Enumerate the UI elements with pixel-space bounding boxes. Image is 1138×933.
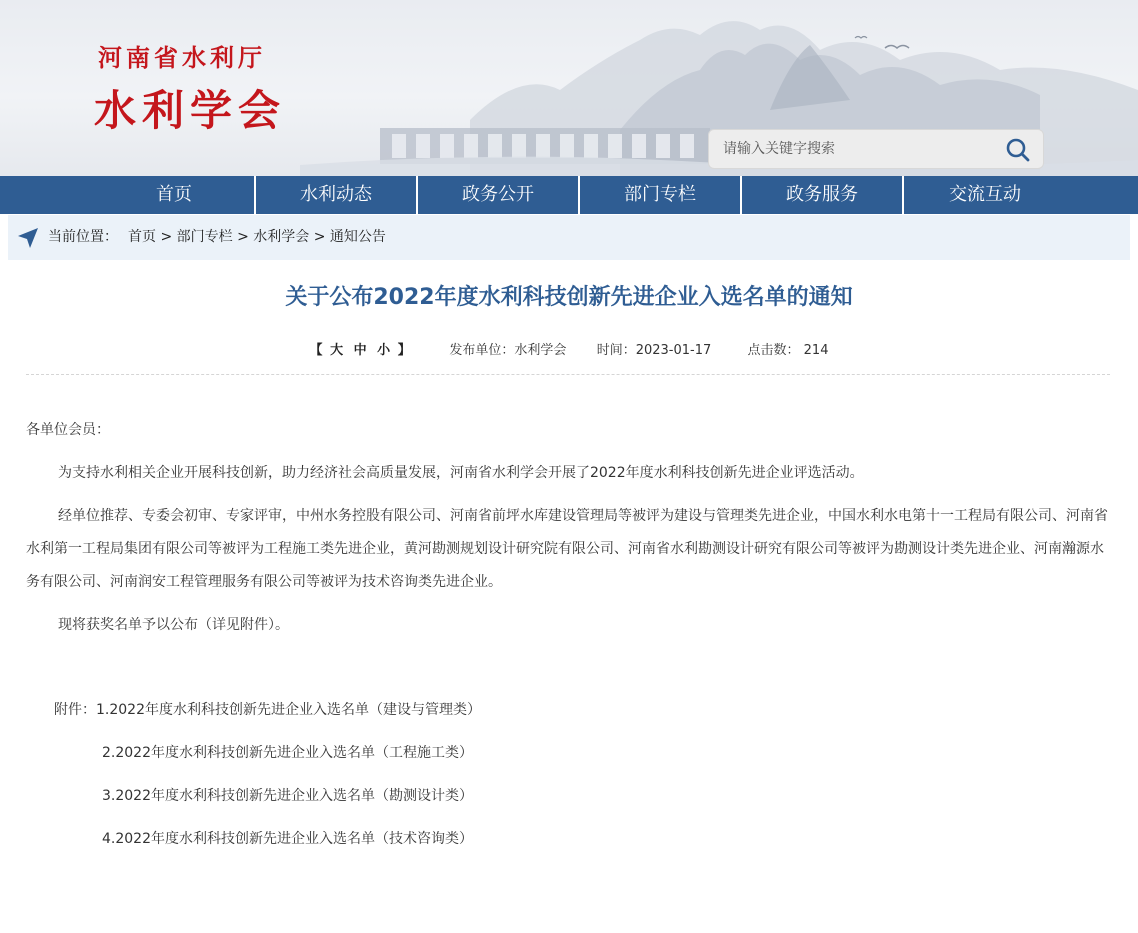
nav-item-water-news[interactable]: 水利动态 [256,176,418,214]
font-size-large-button[interactable]: 大 [330,343,344,358]
breadcrumb-society[interactable]: 水利学会 [253,229,310,245]
article-meta [0,339,1138,358]
breadcrumb-home[interactable]: 首页 [128,229,156,245]
nav-item-gov-services[interactable]: 政务服务 [742,176,904,214]
font-size-switcher [310,343,416,358]
site-header [0,0,1138,176]
breadcrumb-separator: > [232,229,254,245]
font-size-bracket-close: 】 [397,343,411,358]
meta-divider [26,374,1110,375]
attachments [26,695,1112,867]
article-clicks: 点击数： 214 [747,343,829,358]
attachment-link-3[interactable]: 3.2022年度水利科技创新先进企业入选名单（勘测设计类） [102,788,473,804]
nav-item-interaction[interactable]: 交流互动 [949,184,1021,205]
font-size-bracket-open: 【 [309,343,323,358]
location-arrow-icon [16,226,40,250]
breadcrumb-separator: > [156,229,177,245]
attachment-link-1[interactable]: 1.2022年度水利科技创新先进企业入选名单（建设与管理类） [96,702,481,718]
breadcrumb-notices[interactable]: 通知公告 [329,229,386,245]
article-paragraph-1: 为支持水利相关企业开展科技创新，助力经济社会高质量发展，河南省水利学会开展了2022年度水利科技创新先进企业评选活动。 [58,465,864,481]
article-title: 关于公布2022年度水利科技创新先进企业入选名单的通知 [285,285,853,310]
article-paragraph-2: 经单位推荐、专委会初审、专家评审，中州水务控股有限公司、河南省前坪水库建设管理局等被评为建设与管理类先进企业，中国水利水电第十一工程局有限公司、河南省水利第一工程局集团有限公司等被评为工程施工类先进企业，黄河勘测规划设计研究院有限公司、河南省水利勘测设计研究有限公司等被评为勘测设计类先进企业、河南瀚源水务有限公司、河南润安工程管理服务有限公司等被评为技术咨询类先进企业。 [26,508,1108,590]
article-greeting: 各单位会员： [26,422,110,438]
org-name: 河南省水利厅 [98,43,266,72]
nav-item-gov-affairs[interactable]: 政务公开 [418,176,580,214]
search-icon[interactable] [1005,137,1031,163]
font-size-small-button[interactable]: 小 [377,343,391,358]
breadcrumb [8,215,1130,260]
article-body [26,414,1112,652]
search-box [708,129,1044,169]
attachment-link-2[interactable]: 2.2022年度水利科技创新先进企业入选名单（工程施工类） [102,745,473,761]
nav-item-home[interactable]: 首页 [94,176,256,214]
article-time: 时间：2023-01-17 [596,343,712,358]
attachments-label: 附件： [54,702,96,718]
article-publisher: 发布单位：水利学会 [449,343,567,358]
main-nav [0,176,1138,214]
breadcrumb-separator: > [309,229,330,245]
attachment-link-4[interactable]: 4.2022年度水利科技创新先进企业入选名单（技术咨询类） [102,831,473,847]
article-paragraph-3: 现将获奖名单予以公布（详见附件）。 [58,617,289,633]
site-name: 水利学会 [94,86,287,135]
breadcrumb-label: 当前位置： [48,229,118,245]
nav-item-department[interactable]: 部门专栏 [580,176,742,214]
search-input[interactable] [709,130,999,168]
breadcrumb-department[interactable]: 部门专栏 [176,229,233,245]
font-size-medium-button[interactable]: 中 [353,343,367,358]
